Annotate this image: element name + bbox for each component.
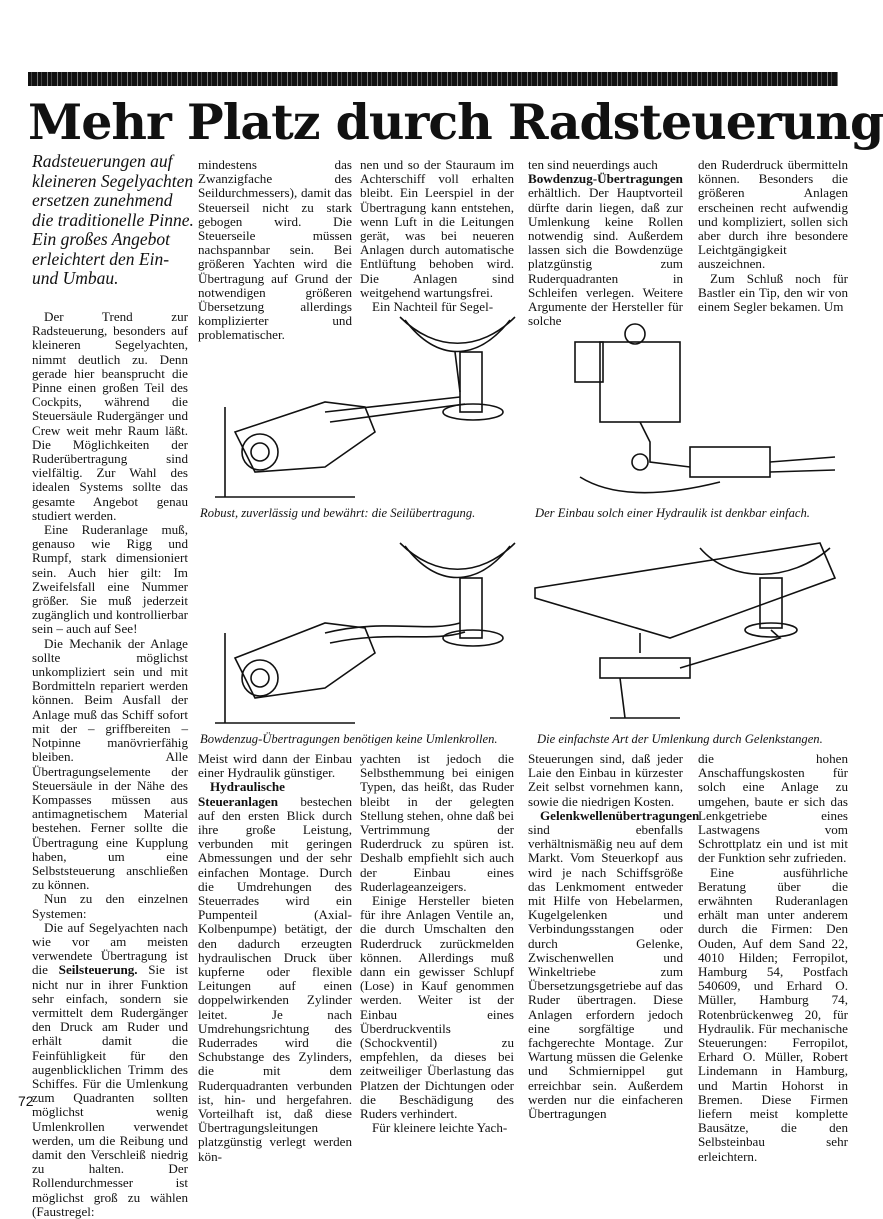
header-rule — [28, 72, 838, 86]
left-column: Der Trend zur Radsteuerung, besonders auf kleineren Segelyachten, nimmt deutlich zu. Denn gerade hier beansprucht die Pinne einen großen Teil des Cockpits, während die Steuersäule Rudergänger und Crew weit mehr Raum läßt. Die Möglichkeiten der Ruderübertragung sind vielfältig. Zur Wahl des idealen Systems sollte das gesamte Angebot genau studiert werden. Eine Ruderanlage muß, genauso wie Rigg und Rumpf, stark dimensioniert sein. Auch hier gilt: Im Zweifelsfall eine Nummer größer. Sie muß jederzeit zugänglich und kontrollierbar sein – auch auf See! Die Mechanik der Anlage sollte möglichst unkompliziert sein und mit Bordmitteln repariert werden können. Beim Ausfall der Anlage muß das Schiff sofort mit der – griffbereiten – Notpinne manövrierfähig bleiben. Alle Übertragungselemente der Steuersäule in der Nähe des Kompasses müssen aus antimagnetischem Material bestehen. Ferner sollte die Übertragung eine Kupplung haben, um eine Selbststeuerung anschließen zu können. Nun zu den einzelnen Systemen: Die auf Segelyachten nach wie vor am meisten verwendete Übertragung ist die Seilsteuerung. Sie ist nicht nur in ihrer Funktion sehr einfach, sondern sie vermittelt dem Rudergänger den Druck am Ruder und erhält damit die Feinfühligkeit für den augenblicklichen Trimm des Schiffes. Für die Umlenkung zum Quadranten sollten möglichst wenig Umlenkrollen verwendet werden, um die Reibung und damit den Verschleiß niedrig zu halten. Der Rollendurchmesser ist möglichst groß zu wählen (Faustregel: — [32, 309, 188, 1219]
caption-fig1: Robust, zuverlässig und bewährt: die Seilübertragung. — [200, 506, 476, 520]
caption-fig4: Die einfachste Art der Umlenkung durch Gelenkstangen. — [537, 732, 823, 746]
caption-fig3: Bowdenzug-Übertragungen benötigen keine Umlenkrollen. — [200, 732, 498, 746]
figure-bowden-cable — [205, 538, 520, 728]
page-number: 72 — [18, 1093, 34, 1109]
figure-hydraulic — [540, 312, 840, 502]
figure-linkage — [530, 538, 840, 728]
top-column-2: nen und so der Stauraum im Achterschiff voll erhalten bleibt. Ein Leerspiel in der Übertragung kann entstehen, wenn Luft in die Leitungen gerät, was bei neueren Anlagen durch automatische Entlüftung behoben wird. Die Anlagen sind weitgehend wartungsfrei. Ein Nachteil für Segel- — [360, 157, 514, 315]
top-column-4: den Ruderdruck übermitteln können. Besonders die größeren Anlagen erscheinen recht aufwendig und kompliziert, sollen sich aber durch ihre besondere Leichtgängigkeit auszeichnen. Zum Schluß noch für Bastler ein Tip, den wir von einem Segler bekamen. Um — [698, 157, 848, 315]
lead-text: Radsteuerungen auf kleineren Segelyachten ersetzen zunehmend die traditionelle Pinne. Ein großes Angebot erleichtert den Ein- und Umbau. — [32, 151, 194, 288]
top-column-3: ten sind neuerdings auch Bowdenzug-Übertragungen erhältlich. Der Hauptvorteil dürfte darin liegen, daß zur Umlenkung keine Rollen notwendig sind. Außerdem lassen sich die Bowdenzüge platzgünstig zum Ruderquadranten in Schleifen verlegen. Weitere Argumente der Hersteller für solche — [528, 157, 683, 329]
bottom-column-4: die hohen Anschaffungskosten für solch eine Anlage zu umgehen, baute er sich das Lenkgetriebe eines Lastwagens vom Schrottplatz ein und ist mit der Funktion sehr zufrieden. Eine ausführliche Beratung über die erwähnten Ruderanlagen erhält man unter anderem durch die Firmen: Den Ouden, Auf dem Sand 22, 4010 Hilden; Ferropilot, Hamburg 54, Postfach 540609, und Erhard O. Müller, Hamburg 74, Rotenbrückenweg 20, für Hydraulik. Für mechanische Steuerungen: Ferropilot, Erhard O. Müller, Robert Lindemann in Hamburg, und Martin Hohorst in Bremen. Diese Firmen liefern meist komplette Bausätze, die den Selbsteinbau sehr erleichtern. — [698, 751, 848, 1164]
bottom-column-2: yachten ist jedoch die Selbsthemmung bei einigen Typen, das heißt, das Ruder bleibt in der gelegten Stellung stehen, ohne daß bei Vertrimmung der Ruderdruck zu spüren ist. Deshalb empfiehlt sich auch der Einbau eines Ruderlageanzeigers. Einige Hersteller bieten für ihre Anlagen Ventile an, die durch Umschalten den Ruderdruck zurückmelden können. Allerdings muß dann ein gewisser Schlupf (Lose) in Kauf genommen werden. Weiter ist der Einbau eines Überdruckventils (Schockventil) zu empfehlen, da dieses bei zeitweiliger Überlastung das Platzen der Dichtungen oder die Beschädigung des Ruders verhindert. Für kleinere leichte Yach- — [360, 751, 514, 1136]
top-column-1: mindestens das Zwanzigfache des Seildurchmessers), damit das Steuerseil nicht zu stark gebogen wird. Die Steuerseile müssen nachspannbar sein. Bei größeren Yachten wird die Übertragung auf Grund der notwendigen größeren Übersetzung allerdings komplizierter und problematischer. — [198, 157, 352, 343]
caption-fig2: Der Einbau solch einer Hydraulik ist denkbar einfach. — [535, 506, 810, 520]
bottom-column-1: Meist wird dann der Einbau einer Hydraulik günstiger. Hydraulische Steueranlagen bestechen auf den ersten Blick durch ihre große Leistung, verbunden mit geringen Abmessungen und der sehr einfachen Montage. Durch die Umdrehungen des Steuerrades wird ein Pumpenteil (Axial-Kolbenpumpe) betätigt, der den dadurch erzeugten hydraulischen Druck über kupferne oder flexible Leitungen auf einen doppelwirkenden Zylinder leitet. Je nach Umdrehungsrichtung des Ruderrades wird die Schubstange des Zylinders, die mit dem Ruderquadranten verbunden ist, hin- und hergefahren. Vorteilhaft ist, daß diese Übertragungsleitungen platzgünstig verlegt werden kön- — [198, 751, 352, 1164]
figure-cable-steering — [205, 312, 520, 502]
bottom-column-3: Steuerungen sind, daß jeder Laie den Einbau in kürzester Zeit selbst vornehmen kann, sowie die niedrigen Kosten. Gelenkwellenübertragungen sind ebenfalls verhältnismäßig neu auf dem Markt. Vom Steuerkopf aus wird je nach Schiffsgröße das Lenkmoment entweder mit Hilfe von Hebelarmen, Kugelgelenken und Verbindungsstangen oder durch Gelenke, Zwischenwellen und Winkeltriebe zum Übersetzungsgetriebe auf das Ruder übertragen. Diese Anlagen erfordern jedoch eine sorgfältige und fachgerechte Montage. Zur Wartung müssen die Gelenke und Schmiernippel gut erreichbar sein. Außerdem werden nur die einfacheren Übertragungen — [528, 751, 700, 1122]
page-title: Mehr Platz durch Radsteuerung — [28, 93, 883, 151]
